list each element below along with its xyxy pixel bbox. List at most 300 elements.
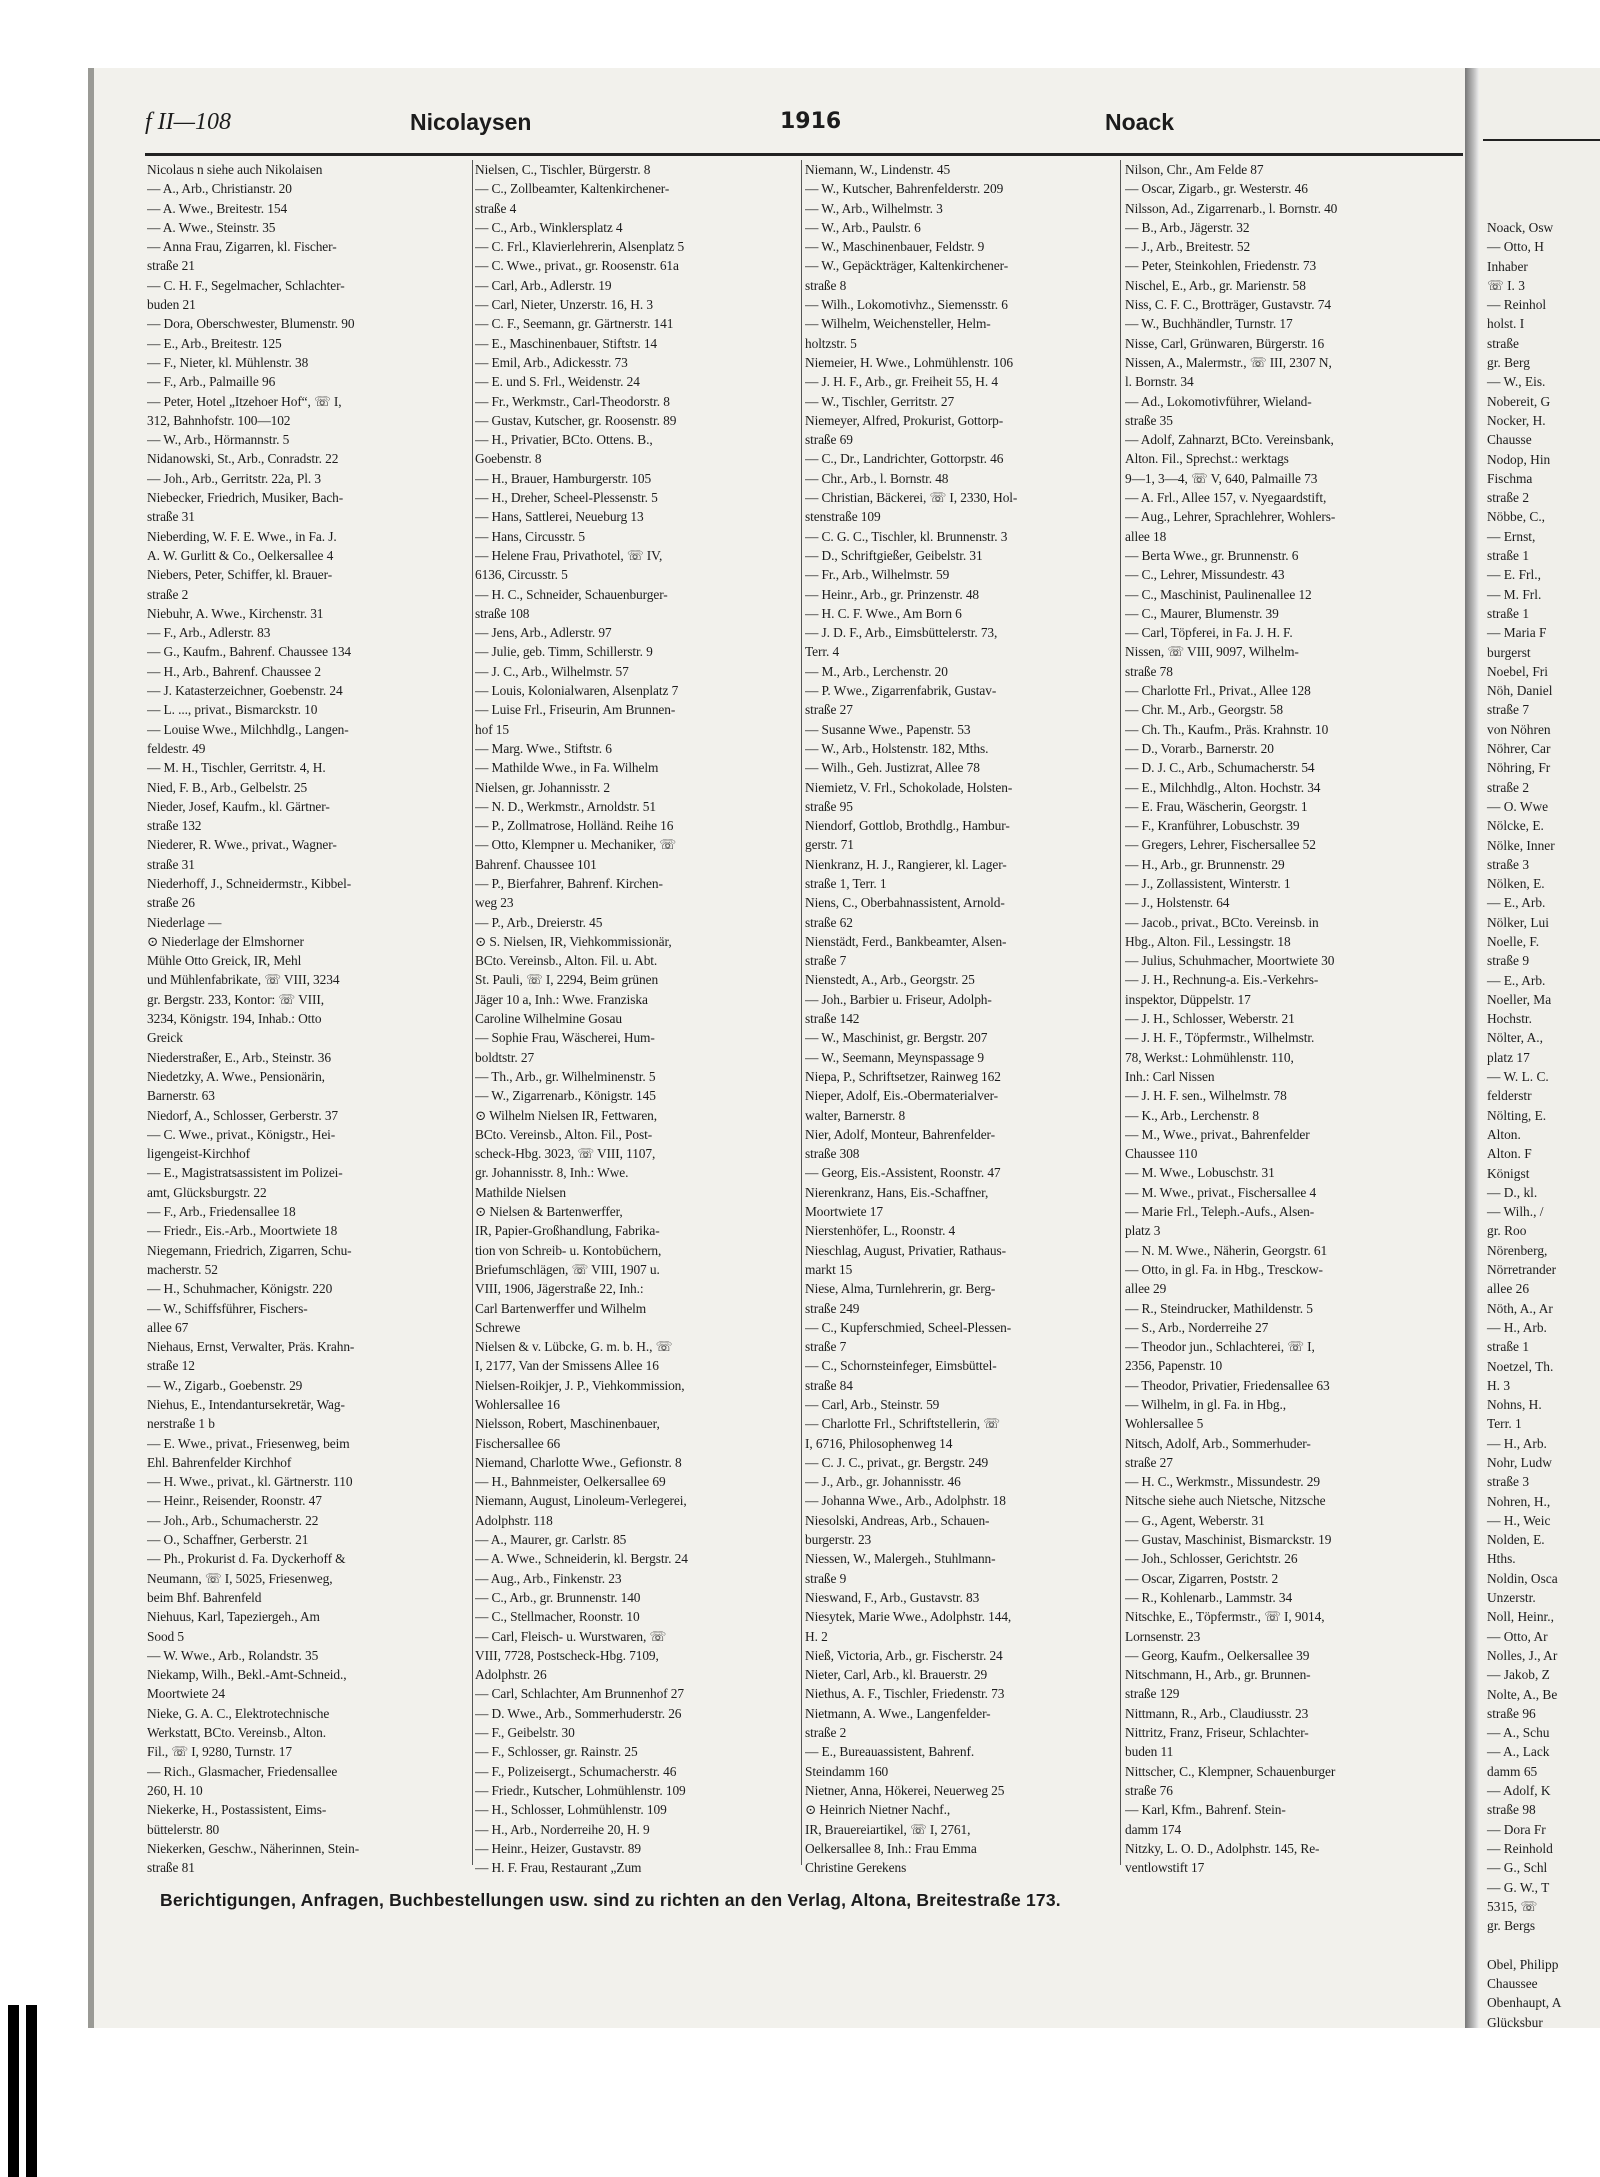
directory-entry-line: Terr. 4 <box>805 644 840 660</box>
directory-entry-line: — C., Stellmacher, Roonstr. 10 <box>475 1609 640 1625</box>
directory-entry-line: 260, H. 10 <box>147 1782 203 1798</box>
adjacent-entry-line: Nocker, H. <box>1487 412 1546 428</box>
adjacent-entry-line: straße <box>1487 335 1519 351</box>
directory-entry-line: Niemietz, V. Frl., Schokolade, Holsten- <box>805 779 1013 795</box>
directory-entry-line: — Julie, geb. Timm, Schillerstr. 9 <box>475 644 653 660</box>
adjacent-page-fragment <box>1479 68 1600 2028</box>
adjacent-entry-line: Nölter, A., <box>1487 1030 1543 1046</box>
adjacent-entry-line: Inhaber <box>1487 258 1528 274</box>
directory-entry-line: — Otto, Klempner u. Mechaniker, ☏ <box>475 837 677 853</box>
directory-entry-line: — W., Maschinenbauer, Feldstr. 9 <box>805 239 985 255</box>
directory-entry-line: — W., Schiffsführer, Fischers- <box>147 1300 308 1316</box>
publisher-footer-note: Berichtigungen, Anfragen, Buchbestellungen usw. sind zu richten an den Verlag, Altona, Breitestraße 173. <box>160 1890 1061 1910</box>
directory-entry-line: Nieß, Victoria, Arb., gr. Fischerstr. 24 <box>805 1647 1003 1663</box>
directory-entry-line: — Christian, Bäckerei, ☏ I, 2330, Hol- <box>805 490 1018 506</box>
directory-entry-line: Niegemann, Friedrich, Zigarren, Schu- <box>147 1242 352 1258</box>
directory-entry-line: — Carl, Arb., Steinstr. 59 <box>805 1397 940 1412</box>
directory-entry-line: platz 3 <box>1125 1223 1161 1239</box>
directory-entry-line: damm 174 <box>1125 1821 1182 1837</box>
directory-entry-line: — W., Kutscher, Bahrenfelderstr. 209 <box>805 181 1004 197</box>
directory-entry-line: — Marie Frl., Teleph.-Aufs., Alsen- <box>1125 1204 1315 1220</box>
adjacent-entry-line: Nörretrander <box>1487 1262 1557 1278</box>
directory-entry-line: VIII, 7728, Postscheck-Hbg. 7109, <box>475 1647 659 1663</box>
directory-entry-line: Nieschlag, August, Privatier, Rathaus- <box>805 1242 1006 1258</box>
adjacent-entry-line: — Wilh., / <box>1487 1204 1544 1220</box>
directory-entry-line: Nielsen & v. Lübcke, G. m. b. H., ☏ <box>475 1339 673 1355</box>
directory-entry-line: Adolphstr. 26 <box>475 1667 547 1683</box>
directory-entry-line: — A. Wwe., Breitestr. 154 <box>147 200 288 216</box>
directory-entry-line: 2356, Papenstr. 10 <box>1125 1358 1223 1374</box>
directory-entry-line: — A. Wwe., Schneiderin, kl. Bergstr. 24 <box>475 1551 688 1567</box>
adjacent-entry-line: Hochstr. <box>1487 1011 1533 1027</box>
adjacent-entry-line: — Otto, H <box>1487 239 1544 255</box>
directory-entry-line: — Aug., Lehrer, Sprachlehrer, Wohlers- <box>1125 509 1336 525</box>
directory-entry-line: Nieder, Josef, Kaufm., kl. Gärtner- <box>147 798 330 814</box>
column-divider <box>472 160 473 1865</box>
directory-entry-line: — Wilhelm, in gl. Fa. in Hbg., <box>1125 1397 1286 1412</box>
directory-entry-line: straße 84 <box>805 1377 853 1393</box>
directory-entry-line: — F., Kranführer, Lobuschstr. 39 <box>1125 818 1300 834</box>
directory-entry-line: — F., Polizeisergt., Schumacherstr. 46 <box>475 1763 677 1779</box>
adjacent-entry-line: straße 2 <box>1487 490 1530 506</box>
directory-entry-line: Werkstatt, BCto. Vereinsb., Alton. <box>147 1725 327 1741</box>
directory-entry-line: Nissen, ☏ VIII, 9097, Wilhelm- <box>1125 644 1299 660</box>
directory-entry-line: — B., Arb., Jägerstr. 32 <box>1125 219 1250 235</box>
directory-entry-line: Nielsen, gr. Johannisstr. 2 <box>475 779 610 795</box>
directory-entry-line: straße 7 <box>805 1339 847 1355</box>
directory-entry-line: feldestr. 49 <box>147 740 206 756</box>
directory-entry-line: Niemand, Charlotte Wwe., Gefionstr. 8 <box>475 1454 682 1470</box>
directory-entry-line: Niedetzky, A. Wwe., Pensionärin, <box>147 1068 325 1084</box>
directory-entry-line: — M. Wwe., Lobuschstr. 31 <box>1125 1165 1275 1181</box>
directory-entry-line: — Friedr., Kutscher, Lohmühlenstr. 109 <box>475 1782 686 1798</box>
directory-entry-line <box>475 1877 800 1880</box>
directory-entry-line: — J. C., Arb., Wilhelmstr. 57 <box>475 663 629 679</box>
directory-entry-line: Adolphstr. 118 <box>475 1512 553 1528</box>
directory-entry-line: — J. H., Schlosser, Weberstr. 21 <box>1125 1011 1295 1027</box>
directory-entry-line: H. 2 <box>805 1628 828 1644</box>
adjacent-entry-line: — W. L. C. <box>1487 1069 1549 1085</box>
directory-entry-line: straße 31 <box>147 856 195 872</box>
directory-entry-line: Niederstraßer, E., Arb., Steinstr. 36 <box>147 1049 331 1065</box>
directory-entry-line: Niepa, P., Schriftsetzer, Rainweg 162 <box>805 1068 1001 1084</box>
directory-entry-line: Nienstädt, Ferd., Bankbeamter, Alsen- <box>805 933 1007 949</box>
adjacent-entry-line: Fischma <box>1487 470 1533 486</box>
directory-entry-line: — C., Kupferschmied, Scheel-Plessen- <box>805 1319 1012 1335</box>
directory-entry-line: Nierenkranz, Hans, Eis.-Schaffner, <box>805 1184 989 1200</box>
directory-entry-line: Nieper, Adolf, Eis.-Obermaterialver- <box>805 1088 999 1104</box>
directory-entry-line: Mühle Otto Greick, IR, Mehl <box>147 953 302 969</box>
directory-entry-line: — Jacob., privat., BCto. Vereinsb. in <box>1125 914 1319 930</box>
directory-entry-line: — R., Steindrucker, Mathildenstr. 5 <box>1125 1300 1313 1316</box>
directory-entry-line: l. Bornstr. 34 <box>1125 374 1194 390</box>
adjacent-entry-line: Nölke, Inner <box>1487 837 1555 853</box>
directory-entry-line: — Ch. Th., Kaufm., Präs. Krahnstr. 10 <box>1125 721 1329 737</box>
directory-entry-line: — Joh., Arb., Gerritstr. 22a, Pl. 3 <box>147 470 321 486</box>
directory-entry-line: straße 31 <box>147 509 195 525</box>
directory-entry-line: hof 15 <box>475 721 509 737</box>
adjacent-entry-line: — Reinhold <box>1487 1840 1553 1856</box>
directory-entry-line: — M., Wwe., privat., Bahrenfelder <box>1125 1126 1310 1142</box>
adjacent-entry-line: — E., Arb. <box>1487 895 1546 911</box>
adjacent-entry-line: — Reinhol <box>1487 297 1547 313</box>
directory-entry-line: St. Pauli, ☏ I, 2294, Beim grünen <box>475 972 659 988</box>
directory-entry-line: IR, Papier-Großhandlung, Fabrika- <box>475 1223 660 1239</box>
directory-entry-line: — Carl, Nieter, Unzerstr. 16, H. 3 <box>475 297 653 313</box>
directory-entry-line: Niehus, E., Intendantursekretär, Wag- <box>147 1397 345 1412</box>
directory-entry-line: straße 35 <box>1125 412 1173 428</box>
directory-entry-line: — H. F. Frau, Restaurant „Zum <box>475 1860 642 1876</box>
adjacent-entry-line: gr. Bergs <box>1487 1918 1536 1934</box>
adjacent-entry-line: allee 26 <box>1487 1281 1530 1297</box>
directory-entry-line: straße 78 <box>1125 663 1173 679</box>
directory-entry-line: — Joh., Schlosser, Gerichtstr. 26 <box>1125 1551 1298 1567</box>
directory-entry-line: straße 142 <box>805 1011 860 1027</box>
directory-entry-line: straße 2 <box>805 1725 847 1741</box>
adjacent-entry-line: straße 3 <box>1487 856 1530 872</box>
directory-entry-line: — Ph., Prokurist d. Fa. Dyckerhoff & <box>147 1551 346 1567</box>
directory-entry-line: Nidanowski, St., Arb., Conradstr. 22 <box>147 451 339 467</box>
directory-entry-line: und Mühlenfabrikate, ☏ VIII, 3234 <box>147 972 340 988</box>
directory-entry-line: — J., Arb., Breitestr. 52 <box>1125 239 1251 255</box>
adjacent-entry-line: Nohns, H. <box>1487 1397 1542 1413</box>
directory-entry-line: Nieberding, W. F. E. Wwe., in Fa. J. <box>147 528 337 544</box>
adjacent-entry-line: Noetzel, Th. <box>1487 1358 1554 1374</box>
directory-entry-line <box>147 1877 472 1880</box>
directory-entry-line: amt, Glücksburgstr. 22 <box>147 1184 267 1200</box>
directory-entry-line: — Hans, Sattlerei, Neueburg 13 <box>475 509 644 525</box>
adjacent-entry-line: — A., Lack <box>1487 1744 1550 1760</box>
adjacent-entry-line: Nöbbe, C., <box>1487 509 1546 525</box>
adjacent-entry-line <box>1487 1935 1600 1954</box>
directory-entry-line: Lornsenstr. 23 <box>1125 1628 1201 1644</box>
directory-entry-line: — Heinr., Arb., gr. Prinzenstr. 48 <box>805 586 980 602</box>
directory-entry-line: VIII, 1906, Jägerstraße 22, Inh.: <box>475 1281 644 1297</box>
directory-entry-line: Neumann, ☏ I, 5025, Friesenweg, <box>147 1570 333 1586</box>
directory-entry-line: Niemann, August, Linoleum-Verlegerei, <box>475 1493 687 1509</box>
directory-entry-line: — M. H., Tischler, Gerritstr. 4, H. <box>147 760 326 776</box>
directory-entry-line: — Th., Arb., gr. Wilhelminenstr. 5 <box>475 1068 656 1084</box>
directory-entry-line: — Gustav, Kutscher, gr. Roosenstr. 89 <box>475 412 677 428</box>
adjacent-entry-line: — A., Schu <box>1487 1725 1550 1741</box>
adjacent-entry-line: — H., Arb. <box>1487 1435 1547 1451</box>
directory-entry-line: Niesytek, Marie Wwe., Adolphstr. 144, <box>805 1609 1012 1625</box>
adjacent-entry-line: Obenhaupt, A <box>1487 1995 1562 2011</box>
directory-entry-line: — L. ..., privat., Bismarckstr. 10 <box>147 702 318 718</box>
directory-entry-line: Nilsson, Ad., Zigarrenarb., l. Bornstr. 40 <box>1125 200 1338 216</box>
directory-entry-line: Nieswand, F., Arb., Gustavstr. 83 <box>805 1589 980 1605</box>
header-year: 1916 <box>780 109 842 134</box>
directory-entry-line: — H. Wwe., privat., kl. Gärtnerstr. 110 <box>147 1474 353 1490</box>
directory-entry-line: straße 27 <box>805 702 853 718</box>
directory-entry-line: Niesolski, Andreas, Arb., Schauen- <box>805 1512 990 1528</box>
directory-entry-line: Niederlage — <box>147 914 222 930</box>
directory-entry-line: straße 8 <box>805 277 847 293</box>
directory-entry-line: Nischel, E., Arb., gr. Marienstr. 58 <box>1125 277 1306 293</box>
directory-entry-line: Niemeier, H. Wwe., Lohmühlenstr. 106 <box>805 354 1013 370</box>
directory-entry-line: straße 69 <box>805 432 853 448</box>
directory-entry-line: I, 6716, Philosophenweg 14 <box>805 1435 953 1451</box>
directory-entry-line: — H., Arb., Bahrenf. Chaussee 2 <box>147 663 321 679</box>
directory-entry-line: — K., Arb., Lerchenstr. 8 <box>1125 1107 1259 1123</box>
adjacent-entry-line: Alton. F <box>1487 1146 1532 1162</box>
directory-entry-line: — Dora, Oberschwester, Blumenstr. 90 <box>147 316 355 332</box>
directory-entry-line: nerstraße 1 b <box>147 1416 215 1432</box>
directory-column-2 <box>475 160 800 1880</box>
directory-entry-line: straße 132 <box>147 818 202 834</box>
directory-entry-line: — C. Wwe., privat., gr. Roosenstr. 61a <box>475 258 679 274</box>
directory-entry-line: — Carl, Töpferei, in Fa. J. H. F. <box>1125 625 1293 641</box>
adjacent-entry-line: straße 1 <box>1487 548 1530 564</box>
page-header <box>145 104 1463 144</box>
directory-entry-line: boldtstr. 27 <box>475 1049 535 1065</box>
adjacent-entry-line: Noll, Heinr., <box>1487 1609 1554 1625</box>
directory-entry-line: holtzstr. 5 <box>805 335 857 351</box>
scan-marker-bar <box>26 2005 37 2177</box>
adjacent-entry-line: — E. Frl., <box>1487 567 1541 583</box>
adjacent-entry-line: Nölken, E. <box>1487 876 1545 892</box>
directory-entry-line: — E., Milchhdlg., Alton. Hochstr. 34 <box>1125 779 1321 795</box>
directory-entry-line: Niehaus, Ernst, Verwalter, Präs. Krahn- <box>147 1339 355 1355</box>
directory-entry-line: — E., Bureauassistent, Bahrenf. <box>805 1744 975 1760</box>
adjacent-entry-line: Noebel, Fri <box>1487 663 1548 679</box>
directory-entry-line: — W., Zigarb., Goebenstr. 29 <box>147 1377 303 1393</box>
directory-entry-line: ⊙ Niederlage der Elmshorner <box>147 933 304 949</box>
adjacent-entry-line: — D., kl. <box>1487 1184 1538 1200</box>
directory-entry-line: — Susanne Wwe., Papenstr. 53 <box>805 721 971 737</box>
adjacent-entry-line: Nolles, J., Ar <box>1487 1647 1558 1663</box>
directory-entry-line: Niekerke, H., Postassistent, Eims- <box>147 1802 327 1818</box>
directory-entry-line: Inh.: Carl Nissen <box>1125 1068 1215 1084</box>
directory-entry-line: — D. J. C., Arb., Schumacherstr. 54 <box>1125 760 1315 776</box>
directory-entry-line: — H., Arb., Norderreihe 20, H. 9 <box>475 1821 650 1837</box>
directory-entry-line: 3234, Königstr. 194, Inhab.: Otto <box>147 1011 322 1027</box>
directory-entry-line: — Georg, Kaufm., Oelkersallee 39 <box>1125 1647 1310 1663</box>
directory-column-1 <box>147 160 472 1880</box>
directory-entry-line: — W. Wwe., Arb., Rolandstr. 35 <box>147 1647 319 1663</box>
directory-entry-line <box>805 1877 1130 1880</box>
directory-entry-line: 78, Werkst.: Lohmühlenstr. 110, <box>1125 1049 1294 1065</box>
adjacent-entry-line: 5315, ☏ <box>1487 1898 1538 1914</box>
adjacent-entry-line: Nobereit, G <box>1487 393 1551 409</box>
directory-entry-line: — H. C., Schneider, Schauenburger- <box>475 586 668 602</box>
directory-entry-line: Nitsch, Adolf, Arb., Sommerhuder- <box>1125 1435 1311 1451</box>
directory-entry-line: — D., Schriftgießer, Geibelstr. 31 <box>805 547 983 563</box>
adjacent-entry-line: Hths. <box>1487 1551 1516 1567</box>
directory-entry-line: — Georg, Eis.-Assistent, Roonstr. 47 <box>805 1165 1001 1181</box>
adjacent-entry-line: straße 7 <box>1487 702 1530 718</box>
directory-entry-line: — Wilh., Lokomotivhz., Siemensstr. 6 <box>805 297 1008 313</box>
adjacent-entry-line: Nöhrer, Car <box>1487 741 1551 757</box>
directory-entry-line: Niemann, W., Lindenstr. 45 <box>805 162 951 177</box>
directory-entry-line: allee 29 <box>1125 1281 1167 1297</box>
directory-entry-line: Niedorf, A., Schlosser, Gerberstr. 37 <box>147 1107 339 1123</box>
directory-entry-line: — Theodor jun., Schlachterei, ☏ I, <box>1125 1339 1315 1355</box>
directory-entry-line: straße 21 <box>147 258 195 274</box>
directory-entry-line: — C., Arb., gr. Brunnenstr. 140 <box>475 1589 641 1605</box>
adjacent-entry-line: Alton. <box>1487 1126 1521 1142</box>
directory-entry-line: — C. F., Seemann, gr. Gärtnerstr. 141 <box>475 316 674 332</box>
directory-entry-line: — C., Arb., Winklersplatz 4 <box>475 219 623 235</box>
directory-entry-line: — N. D., Werkmstr., Arnoldstr. 51 <box>475 798 656 814</box>
directory-entry-line: straße 4 <box>475 200 517 216</box>
adjacent-entry-line: gr. Berg <box>1487 355 1530 371</box>
directory-entry-line: Nittscher, C., Klempner, Schauenburger <box>1125 1763 1336 1779</box>
adjacent-entry-line: Nölting, E. <box>1487 1107 1547 1123</box>
directory-entry-line: — M. Wwe., privat., Fischersallee 4 <box>1125 1184 1317 1200</box>
directory-entry-line: — H., Bahnmeister, Oelkersallee 69 <box>475 1474 666 1490</box>
directory-entry-line: allee 18 <box>1125 528 1167 544</box>
directory-entry-line: — Mathilde Wwe., in Fa. Wilhelm <box>475 760 659 776</box>
directory-entry-line: — Aug., Arb., Finkenstr. 23 <box>475 1570 622 1586</box>
directory-entry-line: — E. Wwe., privat., Friesenweg, beim <box>147 1435 350 1451</box>
directory-entry-line: Niss, C. F. C., Brotträger, Gustavstr. 74 <box>1125 297 1331 313</box>
adjacent-entry-line: Nölcke, E. <box>1487 818 1544 834</box>
adjacent-entry-line: — Otto, Ar <box>1487 1628 1548 1644</box>
directory-entry-line: — Peter, Hotel „Itzehoer Hof“, ☏ I, <box>147 393 342 409</box>
directory-entry-line: — Theodor, Privatier, Friedensallee 63 <box>1125 1377 1330 1393</box>
directory-entry-line: Briefumschlägen, ☏ VIII, 1907 u. <box>475 1261 660 1277</box>
directory-entry-line: A. W. Gurlitt & Co., Oelkersallee 4 <box>147 547 334 563</box>
directory-entry-line: — Berta Wwe., gr. Brunnenstr. 6 <box>1125 547 1299 563</box>
adjacent-entry-line: Noack, Osw <box>1487 220 1554 235</box>
directory-entry-line: — Fr., Werkmstr., Carl-Theodorstr. 8 <box>475 393 670 409</box>
directory-entry-line: straße 1, Terr. 1 <box>805 875 887 891</box>
directory-entry-line: — P. Wwe., Zigarrenfabrik, Gustav- <box>805 683 997 699</box>
adjacent-entry-line: — W., Eis. <box>1487 374 1546 390</box>
directory-entry-line: straße 26 <box>147 895 195 911</box>
directory-entry-line: beim Bhf. Bahrenfeld <box>147 1589 262 1605</box>
directory-entry-line: Nielsson, Robert, Maschinenbauer, <box>475 1416 660 1432</box>
directory-entry-line: — Friedr., Eis.-Arb., Moortwiete 18 <box>147 1223 338 1239</box>
directory-entry-line: — Jens, Arb., Adlerstr. 97 <box>475 625 612 641</box>
adjacent-entry-line: straße 3 <box>1487 1474 1530 1490</box>
directory-entry-line: Nitzky, L. O. D., Adolphstr. 145, Re- <box>1125 1840 1320 1856</box>
directory-entry-line: ligengeist-Kirchhof <box>147 1146 250 1162</box>
directory-entry-line: Moortwiete 24 <box>147 1686 225 1702</box>
directory-entry-line: gerstr. 71 <box>805 837 854 853</box>
directory-entry-line: Moortwiete 17 <box>805 1204 883 1220</box>
directory-entry-line: — O., Schaffner, Gerberstr. 21 <box>147 1532 309 1548</box>
directory-entry-line: BCto. Vereinsb., Alton. Fil. u. Abt. <box>475 953 658 969</box>
directory-entry-line: Niemeyer, Alfred, Prokurist, Gottorp- <box>805 412 1004 428</box>
directory-entry-line: — C. J. C., privat., gr. Bergstr. 249 <box>805 1454 989 1470</box>
directory-entry-line: — Hans, Circusstr. 5 <box>475 528 585 544</box>
directory-entry-line: straße 249 <box>805 1300 860 1316</box>
directory-entry-line: — Heinr., Reisender, Roonstr. 47 <box>147 1493 322 1509</box>
directory-entry-line: 6136, Circusstr. 5 <box>475 567 568 583</box>
directory-entry-line: — Louise Wwe., Milchhdlg., Langen- <box>147 721 349 737</box>
adjacent-entry-line: Chausse <box>1487 432 1532 448</box>
directory-entry-line: — C., Dr., Landrichter, Gottorpstr. 46 <box>805 451 1004 467</box>
directory-entry-line: allee 67 <box>147 1319 189 1335</box>
adjacent-entry-line: Glücksbur <box>1487 2014 1543 2028</box>
directory-entry-line: — C., Maurer, Blumenstr. 39 <box>1125 605 1279 621</box>
directory-entry-line: — A., Maurer, gr. Carlstr. 85 <box>475 1532 627 1548</box>
directory-entry-line: Niekamp, Wilh., Bekl.-Amt-Schneid., <box>147 1667 347 1683</box>
directory-entry-line: Nietner, Anna, Hökerei, Neuerweg 25 <box>805 1782 1005 1798</box>
directory-entry-line: — J. H. F., Arb., gr. Freiheit 55, H. 4 <box>805 374 998 390</box>
directory-entry-line: — H., Dreher, Scheel-Plessenstr. 5 <box>475 490 658 506</box>
directory-entry-line: ⊙ Nielsen & Bartenwerffer, <box>475 1204 623 1220</box>
directory-entry-line: — J. H. F. sen., Wilhelmstr. 78 <box>1125 1088 1287 1104</box>
directory-entry-line: — Carl, Arb., Adlerstr. 19 <box>475 277 612 293</box>
directory-entry-line: Niendorf, Gottlob, Brothdlg., Hambur- <box>805 818 1010 834</box>
column-divider <box>1120 160 1121 1865</box>
directory-entry-line: büttelerstr. 80 <box>147 1821 220 1837</box>
directory-entry-line: Christine Gerekens <box>805 1860 907 1876</box>
directory-entry-line: — A. Frl., Allee 157, v. Nyegaardstift, <box>1125 490 1327 506</box>
adjacent-entry-line: straße 1 <box>1487 1339 1530 1355</box>
adjacent-entry-line: Noeller, Ma <box>1487 991 1552 1007</box>
directory-entry-line: — Ad., Lokomotivführer, Wieland- <box>1125 393 1312 409</box>
directory-entry-line: Fil., ☏ I, 9280, Turnstr. 17 <box>147 1744 292 1760</box>
directory-entry-line: Nieke, G. A. C., Elektrotechnische <box>147 1705 330 1721</box>
directory-entry-line: Hbg., Alton. Fil., Lessingstr. 18 <box>1125 933 1291 949</box>
directory-entry-line: Fischersallee 66 <box>475 1435 561 1451</box>
scan-marker-bar <box>8 2005 19 2177</box>
directory-entry-line: Goebenstr. 8 <box>475 451 542 467</box>
directory-entry-line: 312, Bahnhofstr. 100—102 <box>147 412 291 428</box>
directory-entry-line: Nissen, A., Malermstr., ☏ III, 2307 N, <box>1125 354 1332 370</box>
adjacent-entry-line: straße 2 <box>1487 779 1530 795</box>
directory-entry-line: — Julius, Schuhmacher, Moortwiete 30 <box>1125 953 1335 969</box>
adjacent-entry-line: Noldin, Osca <box>1487 1570 1558 1586</box>
directory-entry-line: — H. C., Werkmstr., Missundestr. 29 <box>1125 1474 1320 1490</box>
directory-entry-line: BCto. Vereinsb., Alton. Fil., Post- <box>475 1126 653 1142</box>
directory-entry-line: — C. H. F., Segelmacher, Schlachter- <box>147 277 345 293</box>
directory-entry-line <box>1125 1877 1450 1880</box>
directory-entry-line: — Helene Frau, Privathotel, ☏ IV, <box>475 547 663 563</box>
directory-entry-line: buden 11 <box>1125 1744 1174 1760</box>
directory-entry-line: tion von Schreib- u. Kontobüchern, <box>475 1242 662 1258</box>
directory-entry-line: Nisse, Carl, Grünwaren, Bürgerstr. 16 <box>1125 335 1325 351</box>
directory-entry-line: Niederer, R. Wwe., privat., Wagner- <box>147 837 337 853</box>
directory-entry-line: — C. G. C., Tischler, kl. Brunnenstr. 3 <box>805 528 1008 544</box>
directory-entry-line: — F., Schlosser, gr. Rainstr. 25 <box>475 1744 638 1760</box>
adjacent-entry-line: felderstr <box>1487 1088 1532 1104</box>
directory-entry-line: weg 23 <box>475 895 514 911</box>
directory-entry-line: Jäger 10 a, Inh.: Wwe. Franziska <box>475 991 648 1007</box>
directory-entry-line: — W., Maschinist, gr. Bergstr. 207 <box>805 1030 988 1046</box>
adjacent-entry-line: — Adolf, K <box>1487 1783 1551 1799</box>
directory-entry-line: Niederhoff, J., Schneidermstr., Kibbel- <box>147 875 352 891</box>
directory-entry-line: Nierstenhöfer, L., Roonstr. 4 <box>805 1223 956 1239</box>
directory-entry-line: — J. H. F., Töpfermstr., Wilhelmstr. <box>1125 1030 1315 1046</box>
adjacent-entry-line: straße 1 <box>1487 605 1530 621</box>
adjacent-entry-line: Nolte, A., Be <box>1487 1686 1558 1702</box>
directory-entry-line: — E. Frau, Wäscherin, Georgstr. 1 <box>1125 798 1308 814</box>
directory-entry-line: Alton. Fil., Sprechst.: werktags <box>1125 451 1289 467</box>
directory-entry-line: — F., Geibelstr. 30 <box>475 1725 575 1741</box>
directory-entry-line: — E., Arb., Breitestr. 125 <box>147 335 282 351</box>
directory-entry-line: — W., Arb., Wilhelmstr. 3 <box>805 200 943 216</box>
directory-entry-line: Barnerstr. 63 <box>147 1088 215 1104</box>
adjacent-entry-line: Nolden, E. <box>1487 1532 1545 1548</box>
directory-entry-line: straße 27 <box>1125 1454 1173 1470</box>
adjacent-entry-line: — Dora Fr <box>1487 1821 1546 1837</box>
adjacent-entry-line: straße 98 <box>1487 1802 1536 1818</box>
directory-entry-line: — Luise Frl., Friseurin, Am Brunnen- <box>475 702 676 718</box>
directory-entry-line: — Rich., Glasmacher, Friedensallee <box>147 1763 338 1779</box>
directory-entry-line: straße 308 <box>805 1146 860 1162</box>
directory-entry-line: ⊙ Heinrich Nietner Nachf., <box>805 1802 951 1818</box>
directory-entry-line: — W., Gepäckträger, Kaltenkirchener- <box>805 258 1009 274</box>
adjacent-entry-line: holst. I <box>1487 316 1525 332</box>
directory-entry-line: — A. Wwe., Steinstr. 35 <box>147 219 276 235</box>
directory-entry-line: — F., Arb., Palmaille 96 <box>147 374 276 390</box>
directory-entry-line: Niese, Alma, Turnlehrerin, gr. Berg- <box>805 1281 996 1297</box>
